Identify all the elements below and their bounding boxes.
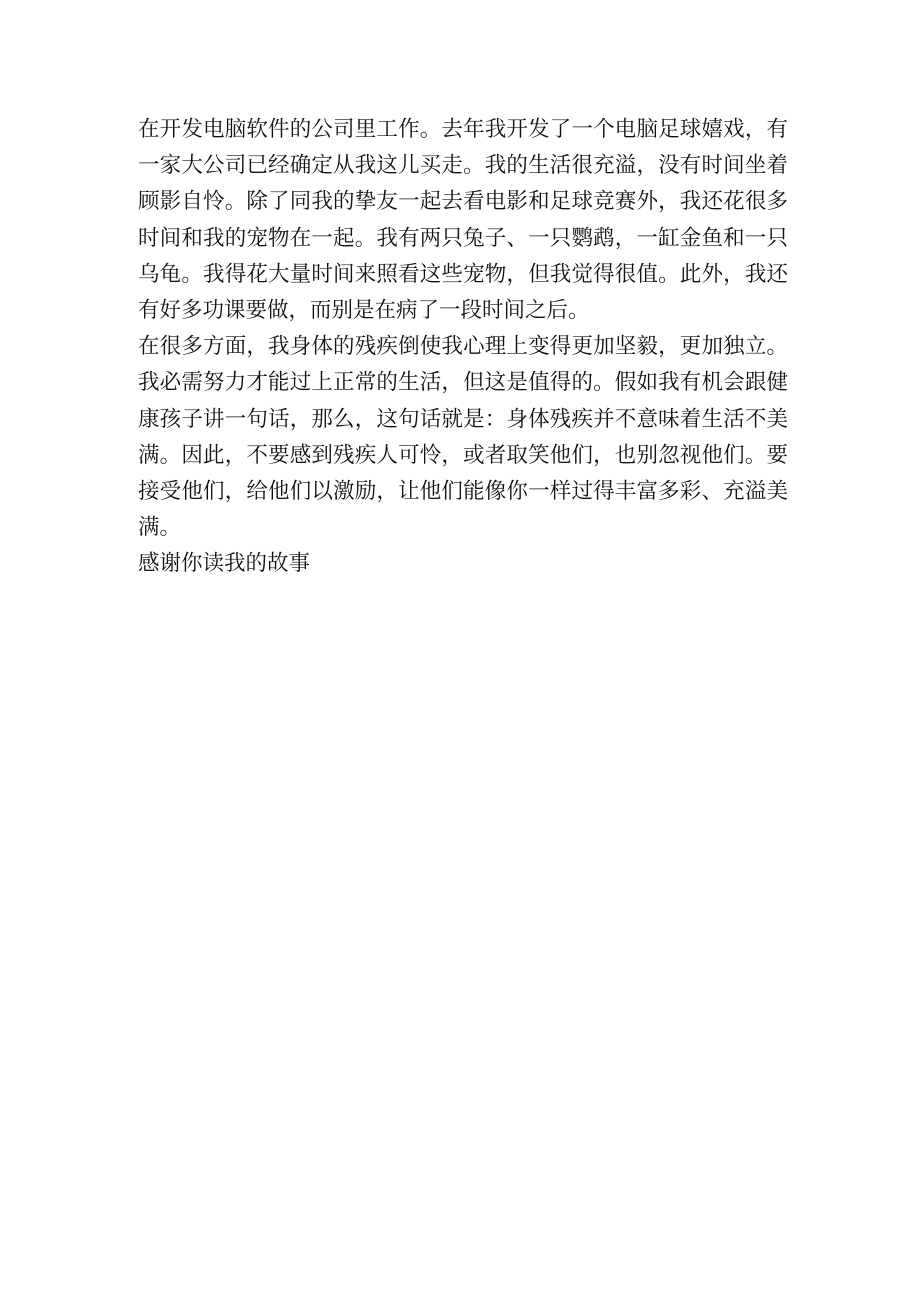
document-body [138, 112, 788, 582]
text-line: 时间和我的宠物在一起。我有两只兔子、一只鹦鹉，一缸金鱼和一只 [138, 225, 788, 251]
text-line: 有好多功课要做，而别是在病了一段时间之后。 [138, 297, 590, 323]
text-line: 一家大公司已经确定从我这儿买走。我的生活很充溢，没有时间坐着 [138, 153, 788, 179]
text-line: 在开发电脑软件的公司里工作。去年我开发了一个电脑足球嬉戏，有 [138, 117, 788, 142]
paragraph-3 [138, 546, 788, 582]
text-line: 我必需努力才能过上正常的生活，但这是值得的。假如我有机会跟健 [138, 370, 788, 396]
text-line: 满。因此，不要感到残疾人可怜，或者取笑他们，也别忽视他们。要 [138, 442, 788, 468]
text-line: 康孩子讲一句话，那么，这句话就是：身体残疾并不意味着生活不美 [138, 406, 788, 432]
text-line: 在很多方面，我身体的残疾倒使我心理上变得更加坚毅，更加独立。 [138, 334, 788, 360]
text-line: 满。 [138, 515, 182, 541]
text-line: 乌龟。我得花大量时间来照看这些宠物，但我觉得很值。此外，我还 [138, 261, 788, 287]
closing-line: 感谢你读我的故事 [138, 551, 311, 577]
text-line: 顾影自怜。除了同我的挚友一起去看电影和足球竞赛外，我还花很多 [138, 189, 788, 215]
text-line: 接受他们，给他们以激励，让他们能像你一样过得丰富多彩、充溢美 [138, 478, 788, 504]
paragraph-2 [138, 329, 788, 546]
paragraph-1 [138, 112, 788, 329]
